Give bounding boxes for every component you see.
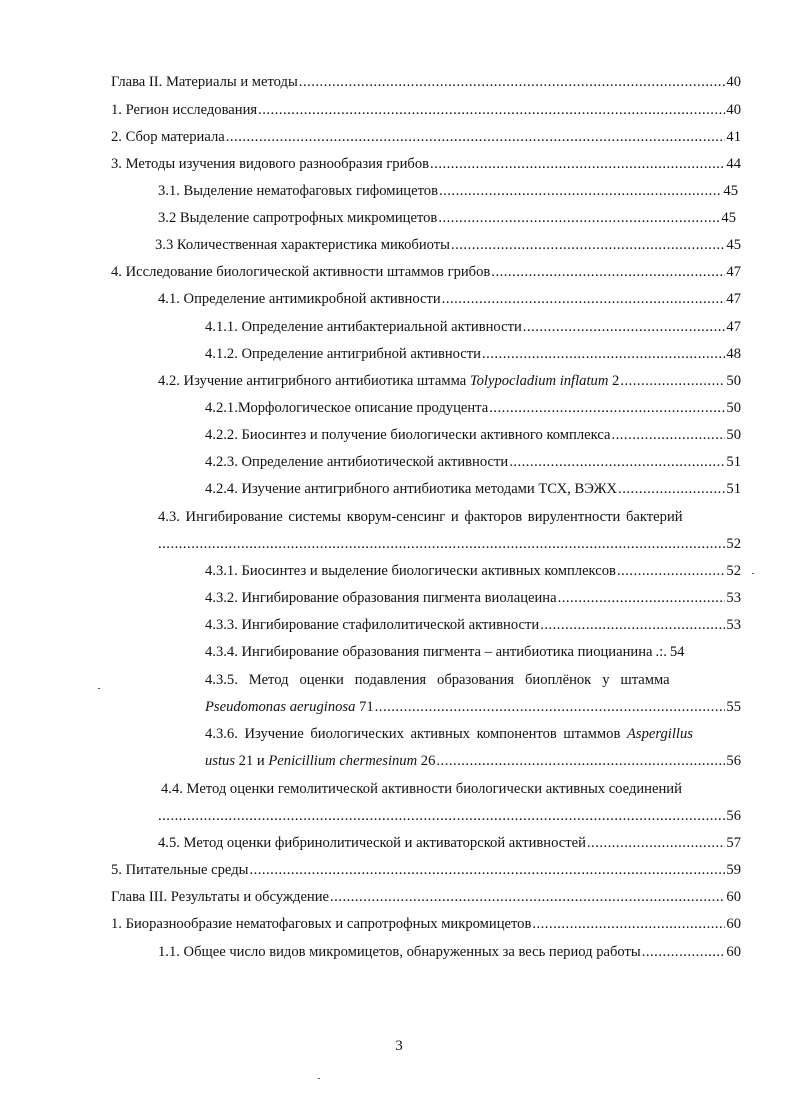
toc-entry: 1. Биоразнообразие нематофаговых и сапротрофных микромицетов ..... 60: [111, 915, 741, 933]
scan-speck: [98, 688, 100, 689]
toc-entry: 3.1. Выделение нематофаговых гифомицетов ..... 45: [158, 182, 738, 200]
toc-entry: 4.2.3. Определение антибиотической активности ..... 51: [205, 453, 741, 471]
toc-entry: 4.2.4. Изучение антигрибного антибиотика методами ТСХ, ВЭЖХ ..... 51: [205, 480, 741, 498]
toc-entry: 4.3.2. Ингибирование образования пигмента виолацеина ..... 53: [205, 589, 741, 607]
scan-speck: [752, 573, 754, 574]
toc-entry: 4.5. Метод оценки фибринолитической и активаторской активностей ..... 57: [158, 834, 741, 852]
toc-entry: 4.3.1. Биосинтез и выделение биологически активных комплексов ..... 52: [205, 562, 741, 580]
toc-entry: 4.2.1.Морфологическое описание продуцента ..... 50: [205, 399, 741, 417]
toc-entry: ustus 21 и Penicillium chermesinum 26 ..... 56: [205, 752, 741, 770]
toc-entry: 3. Методы изучения видового разнообразия грибов ..... 44: [111, 155, 741, 173]
toc-entry-line1: 4.4. Метод оценки гемолитической активности биологически активных соединений: [161, 781, 682, 797]
toc-entry: 4.1.1. Определение антибактериальной активности ..... 47: [205, 318, 741, 336]
toc-entry-line1: 4.3.5. Метод оценки подавления образования биоплёнок у штамма: [205, 672, 670, 688]
toc-entry: 4.1.2. Определение антигрибной активности ..... 48: [205, 345, 741, 363]
toc-entry: 4.3.4. Ингибирование образования пигмента – антибиотика пиоцианина .:. 54: [205, 644, 685, 660]
toc-entry-line1: 4.3.6. Изучение биологических активных компонентов штаммов Aspergillus: [205, 726, 693, 742]
toc-entry: 3.2 Выделение сапротрофных микромицетов ..... 45: [158, 209, 736, 227]
toc-entry: 4.2. Изучение антигрибного антибиотика штамма Tolypocladium inflatum 2 ..... 50: [158, 372, 741, 390]
page-number: 3: [395, 1038, 403, 1054]
toc-entry: ..... 52: [158, 535, 741, 553]
toc-entry: Pseudomonas aeruginosa 71 ..... 55: [205, 698, 741, 716]
toc-entry: 1.1. Общее число видов микромицетов, обнаруженных за весь период работы ..... 60: [158, 943, 741, 961]
toc-entry: 1. Регион исследования ..... 40: [111, 101, 741, 119]
toc-entry: 4.3.3. Ингибирование стафилолитической активности ..... 53: [205, 616, 741, 634]
toc-entry: Глава II. Материалы и методы ..... 40: [111, 73, 741, 91]
toc-entry: 4. Исследование биологической активности штаммов грибов ..... 47: [111, 263, 741, 281]
toc-entry-line1: 4.3. Ингибирование системы кворум-сенсинг и факторов вирулентности бактерий: [158, 509, 683, 525]
toc-entry: ..... 56: [158, 807, 741, 825]
scan-speck: [318, 1078, 320, 1079]
toc-entry: 5. Питательные среды ..... 59: [111, 861, 741, 879]
toc-entry: Глава III. Результаты и обсуждение ..... 60: [111, 888, 741, 906]
toc-entry: 2. Сбор материала ..... 41: [111, 128, 741, 146]
toc-entry: 4.2.2. Биосинтез и получение биологически активного комплекса ..... 50: [205, 426, 741, 444]
toc-entry: 3.3 Количественная характеристика микобиоты ..... 45: [155, 236, 741, 254]
toc-entry: 4.1. Определение антимикробной активности ..... 47: [158, 290, 741, 308]
